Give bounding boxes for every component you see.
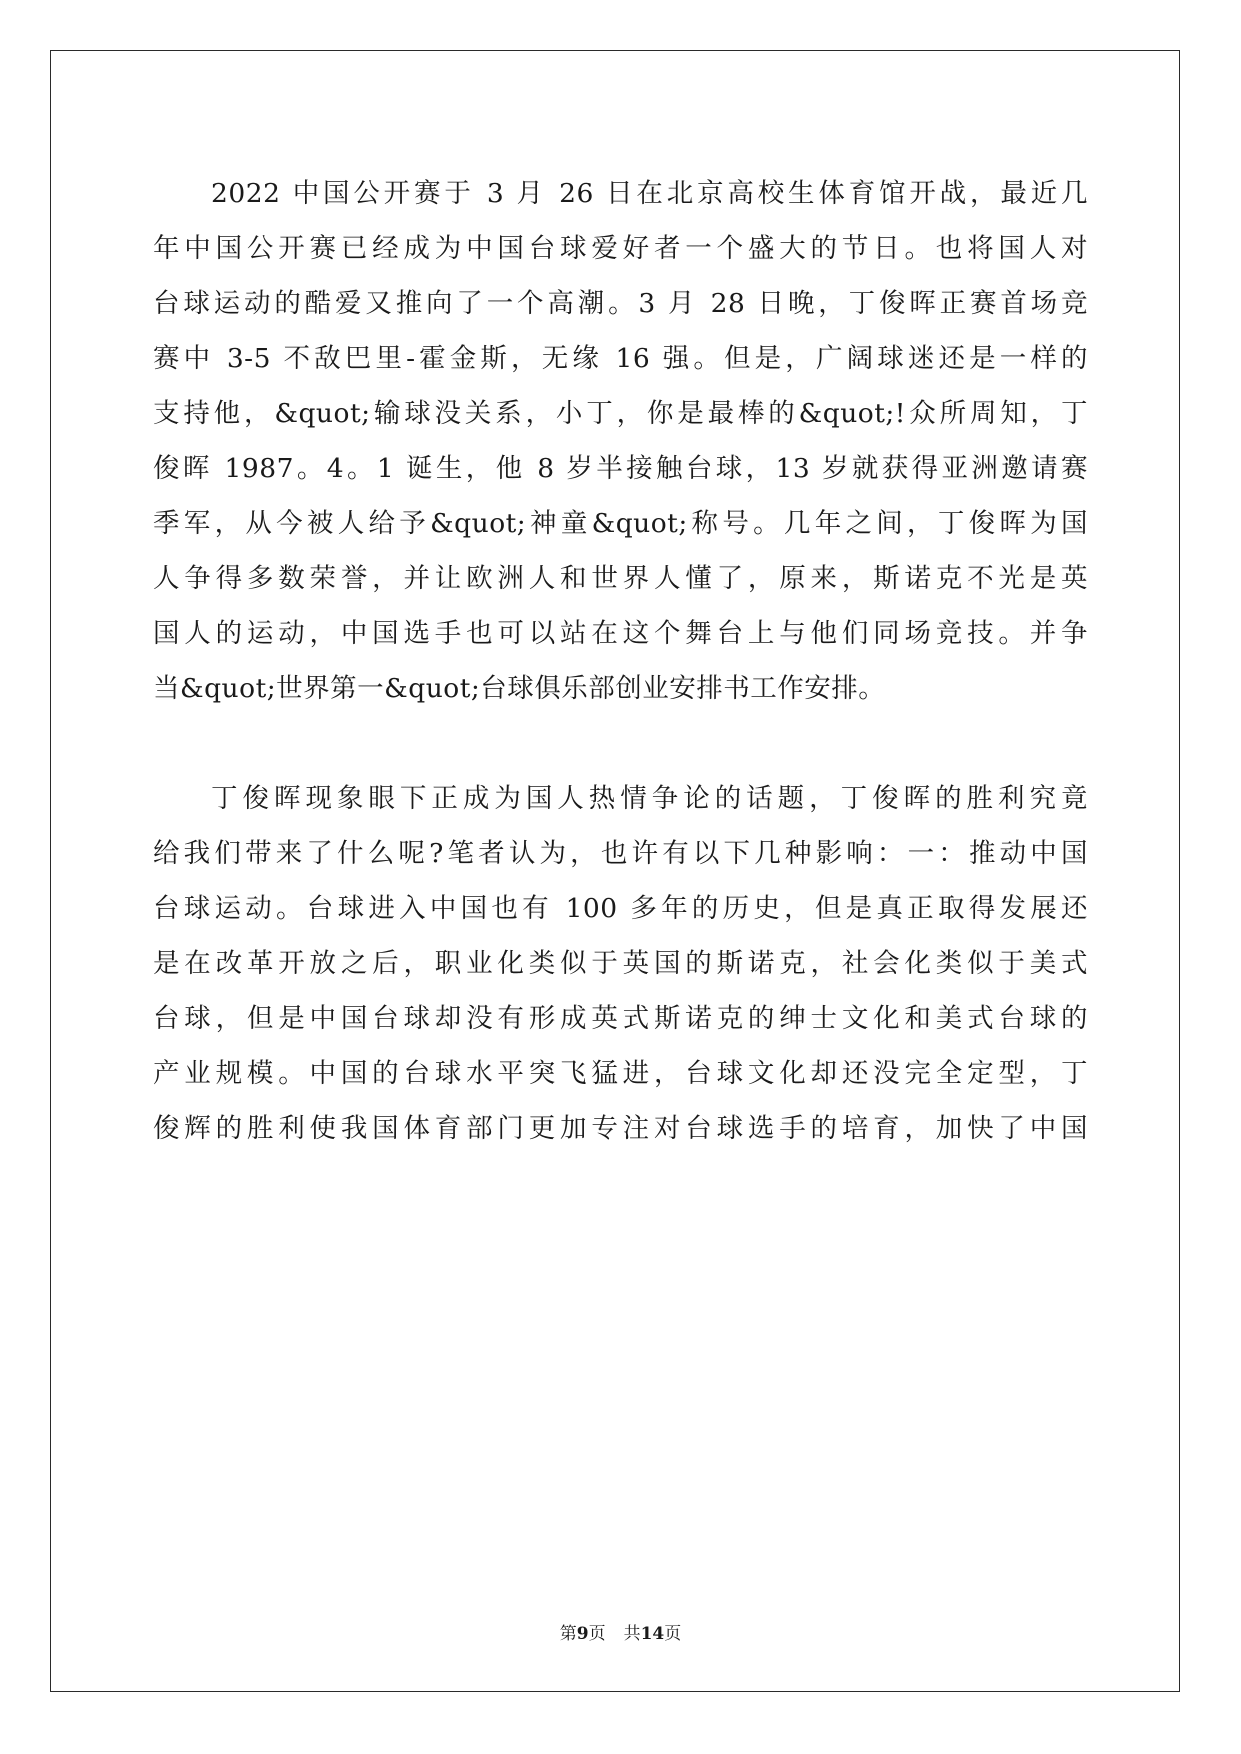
document-body [153, 166, 1088, 1156]
text-line: 台球运动的酷爱又推向了一个高潮。3 月 28 日晚，丁俊晖正赛首场竞 [153, 288, 1088, 319]
text-line: 人争得多数荣誉，并让欧洲人和世界人懂了，原来，斯诺克不光是英 [153, 563, 1088, 594]
text-line: 给我们带来了什么呢?笔者认为，也许有以下几种影响：一：推动中国 [153, 838, 1088, 869]
text-line: 赛中 3-5 不敌巴里-霍金斯，无缘 16 强。但是，广阔球迷还是一样的 [153, 343, 1088, 374]
footer-page-suffix: 页 [588, 1624, 606, 1644]
text-line: 俊晖 1987。4。1 诞生，他 8 岁半接触台球，13 岁就获得亚洲邀请赛 [153, 453, 1088, 484]
text-line: 是在改革开放之后，职业化类似于英国的斯诺克，社会化类似于美式 [153, 948, 1088, 979]
text-line: 2022 中国公开赛于 3 月 26 日在北京高校生体育馆开战，最近几 [211, 178, 1088, 209]
text-line: 俊辉的胜利使我国体育部门更加专注对台球选手的培育，加快了中国 [153, 1113, 1088, 1144]
footer-page-prefix: 第 [559, 1624, 577, 1644]
paragraph-1 [153, 166, 1088, 716]
text-line: 产业规模。中国的台球水平突飞猛进，台球文化却还没完全定型，丁 [153, 1058, 1088, 1089]
text-line: 国人的运动，中国选手也可以站在这个舞台上与他们同场竞技。并争 [153, 618, 1088, 649]
footer-total-prefix: 共 [623, 1624, 641, 1644]
page-footer [0, 1619, 1241, 1644]
text-line: 丁俊晖现象眼下正成为国人热情争论的话题，丁俊晖的胜利究竟 [211, 783, 1088, 814]
text-line: 当&quot;世界第一&quot;台球俱乐部创业安排书工作安排。 [153, 673, 886, 704]
text-line: 支持他，&quot;输球没关系，小丁，你是最棒的&quot;!众所周知，丁 [153, 398, 1088, 429]
text-line: 台球运动。台球进入中国也有 100 多年的历史，但是真正取得发展还 [153, 893, 1088, 924]
footer-page-number: 9 [576, 1624, 589, 1644]
footer-total-suffix: 页 [664, 1624, 682, 1644]
paragraph-2 [153, 771, 1088, 1156]
footer-total-pages: 14 [640, 1624, 665, 1644]
text-line: 季军，从今被人给予&quot;神童&quot;称号。几年之间，丁俊晖为国 [153, 508, 1088, 539]
paragraph-spacer [153, 716, 1088, 771]
text-line: 台球，但是中国台球却没有形成英式斯诺克的绅士文化和美式台球的 [153, 1003, 1088, 1034]
text-line: 年中国公开赛已经成为中国台球爱好者一个盛大的节日。也将国人对 [153, 233, 1088, 264]
